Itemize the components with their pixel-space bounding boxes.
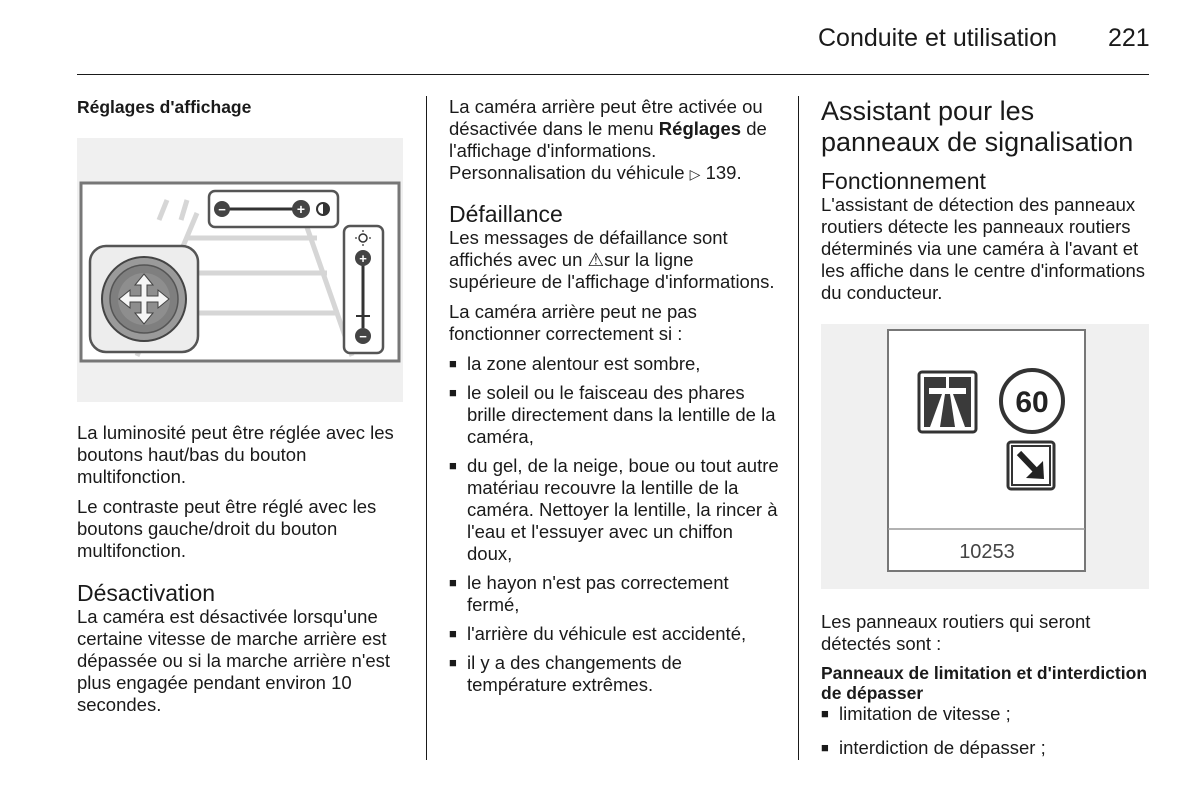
svg-text:+: +	[296, 201, 306, 217]
display-settings-heading: Réglages d'affichage	[77, 97, 252, 117]
failure-text-2: sur la ligne supérieure de l'affichage d'informations.	[449, 249, 775, 292]
limitation-signs-heading: Panneaux de limitation et d'interdiction de dépasser	[821, 663, 1148, 703]
figure-code: 10253	[959, 541, 1015, 563]
header-divider	[77, 74, 1149, 75]
list-item: ■ le soleil ou le faisceau des phares brille directement dans la lentille de la caméra,	[449, 382, 781, 448]
column-3	[821, 96, 1151, 766]
speed-limit-value: 60	[1015, 386, 1049, 419]
page-reference-icon: ▷	[689, 166, 701, 182]
detected-signs-paragraph: Les panneaux routiers qui seront détectés sont :	[821, 611, 1091, 654]
brightness-slider-icon	[344, 226, 383, 353]
brightness-paragraph: La luminosité peut être réglée avec les boutons haut/bas du bouton multifonction.	[77, 422, 394, 487]
header-title: Conduite et utilisation	[818, 24, 1058, 52]
contrast-slider-icon	[209, 191, 338, 227]
page-number: 221	[1108, 24, 1150, 52]
multifunction-button-icon	[90, 246, 198, 352]
activation-text-1: La caméra arrière peut être activée ou désactivée dans le menu	[449, 96, 763, 139]
conditions-paragraph: La caméra arrière peut ne pas fonctionner correctement si :	[449, 301, 697, 344]
column-divider-right	[798, 96, 799, 760]
list-item: ■ la zone alentour est sombre,	[449, 353, 781, 375]
operation-paragraph: L'assistant de détection des panneaux routiers détecte les panneaux routiers déterminés via une caméra à l'avant et les affiche dans le centre d'informations du conducteur.	[821, 194, 1146, 303]
list-item: ■ limitation de vitesse ;	[821, 703, 1151, 725]
svg-text:+: +	[359, 251, 367, 266]
column-1	[77, 96, 407, 724]
operation-heading: Fonctionnement	[821, 168, 986, 194]
activation-paragraph	[449, 96, 781, 185]
list-item: ■ interdiction de dépasser ;	[821, 737, 1151, 759]
failure-paragraph	[449, 227, 781, 293]
camera-display-figure	[77, 138, 403, 402]
column-2	[449, 96, 781, 703]
speed-limit-sign-icon	[1001, 370, 1063, 432]
exit-arrow-sign-icon	[1008, 442, 1054, 489]
deactivation-heading: Désactivation	[77, 580, 216, 606]
svg-text:−: −	[218, 202, 226, 217]
list-item: ■ il y a des changements de température extrêmes.	[449, 652, 781, 696]
activation-text-2: de l'affichage d'informations. Personnalisation du véhicule	[449, 118, 767, 183]
traffic-sign-assistant-heading: Assistant pour les panneaux de signalisation	[821, 96, 1134, 157]
failure-heading: Défaillance	[449, 201, 563, 227]
failure-text-1: Les messages de défaillance sont affichés avec un	[449, 227, 728, 270]
page-reference: 139.	[705, 162, 742, 183]
contrast-paragraph: Le contraste peut être réglé avec les boutons gauche/droit du bouton multifonction.	[77, 496, 377, 561]
list-item: ■ du gel, de la neige, boue ou tout autre matériau recouvre la lentille de la caméra. Nettoyer la lentille, la rincer à l'eau et l'essuyer avec un chiffon doux,	[449, 455, 781, 565]
warning-triangle-icon: ⚠	[587, 249, 605, 270]
deactivation-paragraph: La caméra est désactivée lorsqu'une certaine vitesse de marche arrière est dépassée ou si la marche arrière n'est plus engagée pendant environ 10 secondes.	[77, 606, 391, 715]
traffic-sign-figure	[821, 324, 1149, 589]
svg-text:−: −	[359, 329, 367, 344]
detected-signs-list	[821, 703, 1151, 759]
settings-menu-term: Réglages	[658, 118, 742, 139]
motorway-sign-icon	[919, 372, 976, 432]
list-item: ■ le hayon n'est pas correctement fermé,	[449, 572, 781, 616]
failure-conditions-list	[449, 353, 781, 696]
list-item: ■ l'arrière du véhicule est accidenté,	[449, 623, 781, 645]
column-divider-left	[426, 96, 427, 760]
